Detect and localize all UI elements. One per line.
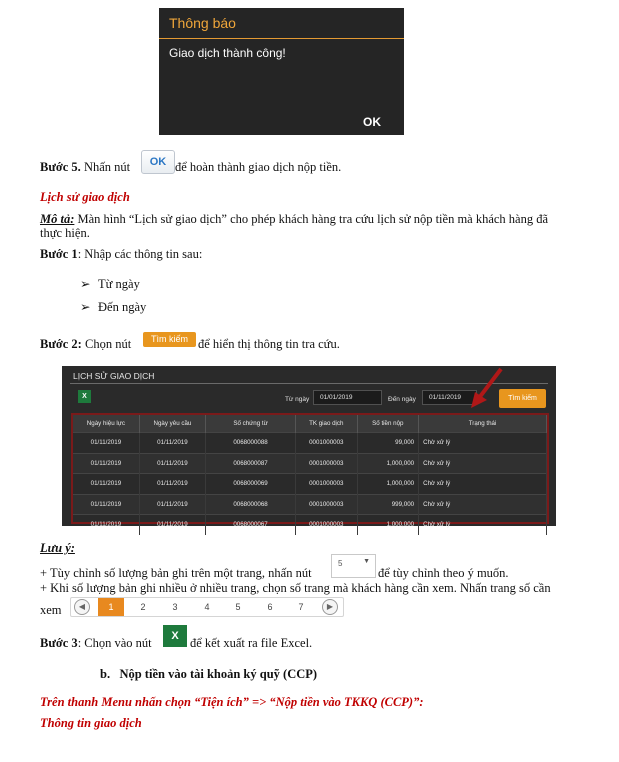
step2-line (40, 337, 131, 352)
page-3[interactable]: 3 (172, 602, 178, 612)
to-date-label: Đến ngày (388, 396, 416, 403)
cell: 0068000069 (206, 474, 296, 495)
subsection-title: Nộp tiền vào tài khoản ký quỹ (CCP) (119, 667, 318, 681)
step1-label: Bước 1 (40, 247, 78, 261)
step1-text: : Nhập các thông tin sau: (77, 247, 203, 261)
table-row[interactable] (73, 515, 547, 535)
bullet-item (80, 299, 146, 315)
step5-line (40, 160, 130, 175)
note-label: Lưu ý: (40, 541, 75, 555)
notification-dialog (159, 8, 404, 135)
table-row[interactable] (73, 474, 547, 495)
next-page-icon[interactable]: ▶ (322, 599, 338, 615)
cell: 01/11/2019 (139, 453, 205, 474)
step5-label: Bước 5. (40, 160, 81, 174)
to-date-input[interactable]: 01/11/2019 (422, 390, 477, 405)
note-line2: + Khi số lượng bản ghi nhiều ở nhiều trang, chọn số trang mà khách hàng cần xem. Nhấn trang số cần (40, 581, 551, 595)
step5-text-before: Nhấn nút (83, 160, 131, 174)
table-header-row (73, 415, 547, 433)
panel-title: LỊCH SỬ GIAO DỊCH (73, 371, 155, 381)
cell: Chờ xử lý (419, 474, 547, 495)
search-button[interactable]: Tìm kiếm (499, 389, 546, 408)
col-header: Ngày hiệu lực (73, 415, 139, 433)
cell: 0068000068 (206, 494, 296, 515)
dialog-ok-button[interactable]: OK (363, 115, 381, 129)
col-header: Ngày yêu cầu (139, 415, 205, 433)
cell: 1,000,000 (357, 515, 419, 535)
page-6[interactable]: 6 (267, 602, 273, 612)
step5-text-after: để hoàn thành giao dịch nộp tiền. (175, 160, 342, 174)
transaction-info-title: Thông tin giao dịch (40, 716, 142, 730)
cell: 01/11/2019 (139, 494, 205, 515)
menu-instruction: Trên thanh Menu nhấn chọn “Tiện ích” => “Nộp tiền vào TKKQ (CCP)”: (40, 695, 424, 709)
bullet-label: Đến ngày (98, 300, 147, 314)
description-text2: thực hiện. (40, 226, 90, 240)
col-header: Số tiền nộp (357, 415, 419, 433)
step2-text-after: để hiển thị thông tin tra cứu. (198, 337, 340, 351)
step3-line (40, 636, 152, 651)
page-7[interactable]: 7 (298, 602, 304, 612)
step3-text-before: : Chọn vào nút (77, 636, 152, 650)
step2-label: Bước 2: (40, 337, 82, 351)
description (40, 212, 600, 227)
history-table-box (71, 413, 549, 529)
cell: 0001000003 (296, 474, 358, 495)
cell: 999,000 (357, 494, 419, 515)
cell: 0068000088 (206, 433, 296, 454)
cell: 0068000087 (206, 453, 296, 474)
table-row[interactable] (73, 494, 547, 515)
table-row[interactable] (73, 453, 547, 474)
prev-page-icon[interactable]: ◀ (74, 599, 90, 615)
from-date-label: Từ ngày (285, 396, 310, 403)
description-label: Mô tả: (40, 212, 75, 226)
page-2[interactable]: 2 (140, 602, 146, 612)
cell: 0001000003 (296, 453, 358, 474)
dialog-divider (159, 38, 404, 39)
page-1[interactable]: 1 (98, 598, 124, 616)
dialog-title: Thông báo (169, 15, 236, 31)
cell: Chờ xử lý (419, 494, 547, 515)
cell: 01/11/2019 (139, 433, 205, 454)
page-4[interactable]: 4 (204, 602, 210, 612)
cell: 1,000,000 (357, 474, 419, 495)
excel-icon: X (163, 625, 187, 647)
subsection-number: b. (100, 667, 111, 681)
cell: 01/11/2019 (73, 453, 139, 474)
cell: 99,000 (357, 433, 419, 454)
cell: Chờ xử lý (419, 515, 547, 535)
history-table (73, 415, 547, 535)
arrow-bullet-icon: ➢ (80, 300, 91, 314)
step2-text-before: Chọn nút (84, 337, 132, 351)
section-history-title: Lịch sử giao dịch (40, 190, 130, 204)
cell: 01/11/2019 (139, 474, 205, 495)
note-line1-before: + Tùy chỉnh số lượng bản ghi trên một trang, nhấn nút (40, 566, 312, 580)
cell: Chờ xử lý (419, 453, 547, 474)
col-header: TK giao dịch (296, 415, 358, 433)
bullet-item (80, 276, 140, 292)
page-5[interactable]: 5 (235, 602, 241, 612)
cell: 01/11/2019 (73, 494, 139, 515)
from-date-input[interactable]: 01/01/2019 (313, 390, 382, 405)
cell: 0001000003 (296, 494, 358, 515)
arrow-bullet-icon: ➢ (80, 277, 91, 291)
dialog-message: Giao dịch thành công! (169, 46, 286, 60)
bullet-label: Từ ngày (98, 277, 140, 291)
col-header: Số chứng từ (206, 415, 296, 433)
cell: 0001000003 (296, 515, 358, 535)
dropdown-arrow-icon: ▼ (363, 558, 370, 565)
cell: 01/11/2019 (73, 433, 139, 454)
cell: 1,000,000 (357, 453, 419, 474)
cell: 0068000067 (206, 515, 296, 535)
excel-icon[interactable]: X (78, 390, 91, 403)
cell: 01/11/2019 (139, 515, 205, 535)
page-size-select[interactable] (331, 554, 376, 578)
page-size-value: 5 (338, 559, 343, 568)
pagination (70, 597, 344, 617)
cell: Chờ xử lý (419, 433, 547, 454)
step3-label: Bước 3 (40, 636, 78, 650)
cell: 0001000003 (296, 433, 358, 454)
history-panel (62, 366, 556, 529)
step1-line (40, 247, 202, 262)
red-arrow-icon (467, 366, 507, 410)
col-header: Trạng thái (419, 415, 547, 433)
cell: 01/11/2019 (73, 474, 139, 495)
note-line1-after: để tùy chỉnh theo ý muốn. (378, 566, 509, 580)
step3-text-after: để kết xuất ra file Excel. (190, 636, 313, 650)
subsection-heading (100, 667, 317, 682)
cell: 01/11/2019 (73, 515, 139, 535)
note-line3: xem (40, 603, 62, 617)
table-row[interactable] (73, 433, 547, 454)
search-button-image: Tìm kiếm (143, 332, 196, 347)
ok-button-image: OK (141, 150, 175, 174)
description-text: Màn hình “Lịch sử giao dịch” cho phép khách hàng tra cứu lịch sử nộp tiền mà khách hàng đã (77, 212, 549, 226)
